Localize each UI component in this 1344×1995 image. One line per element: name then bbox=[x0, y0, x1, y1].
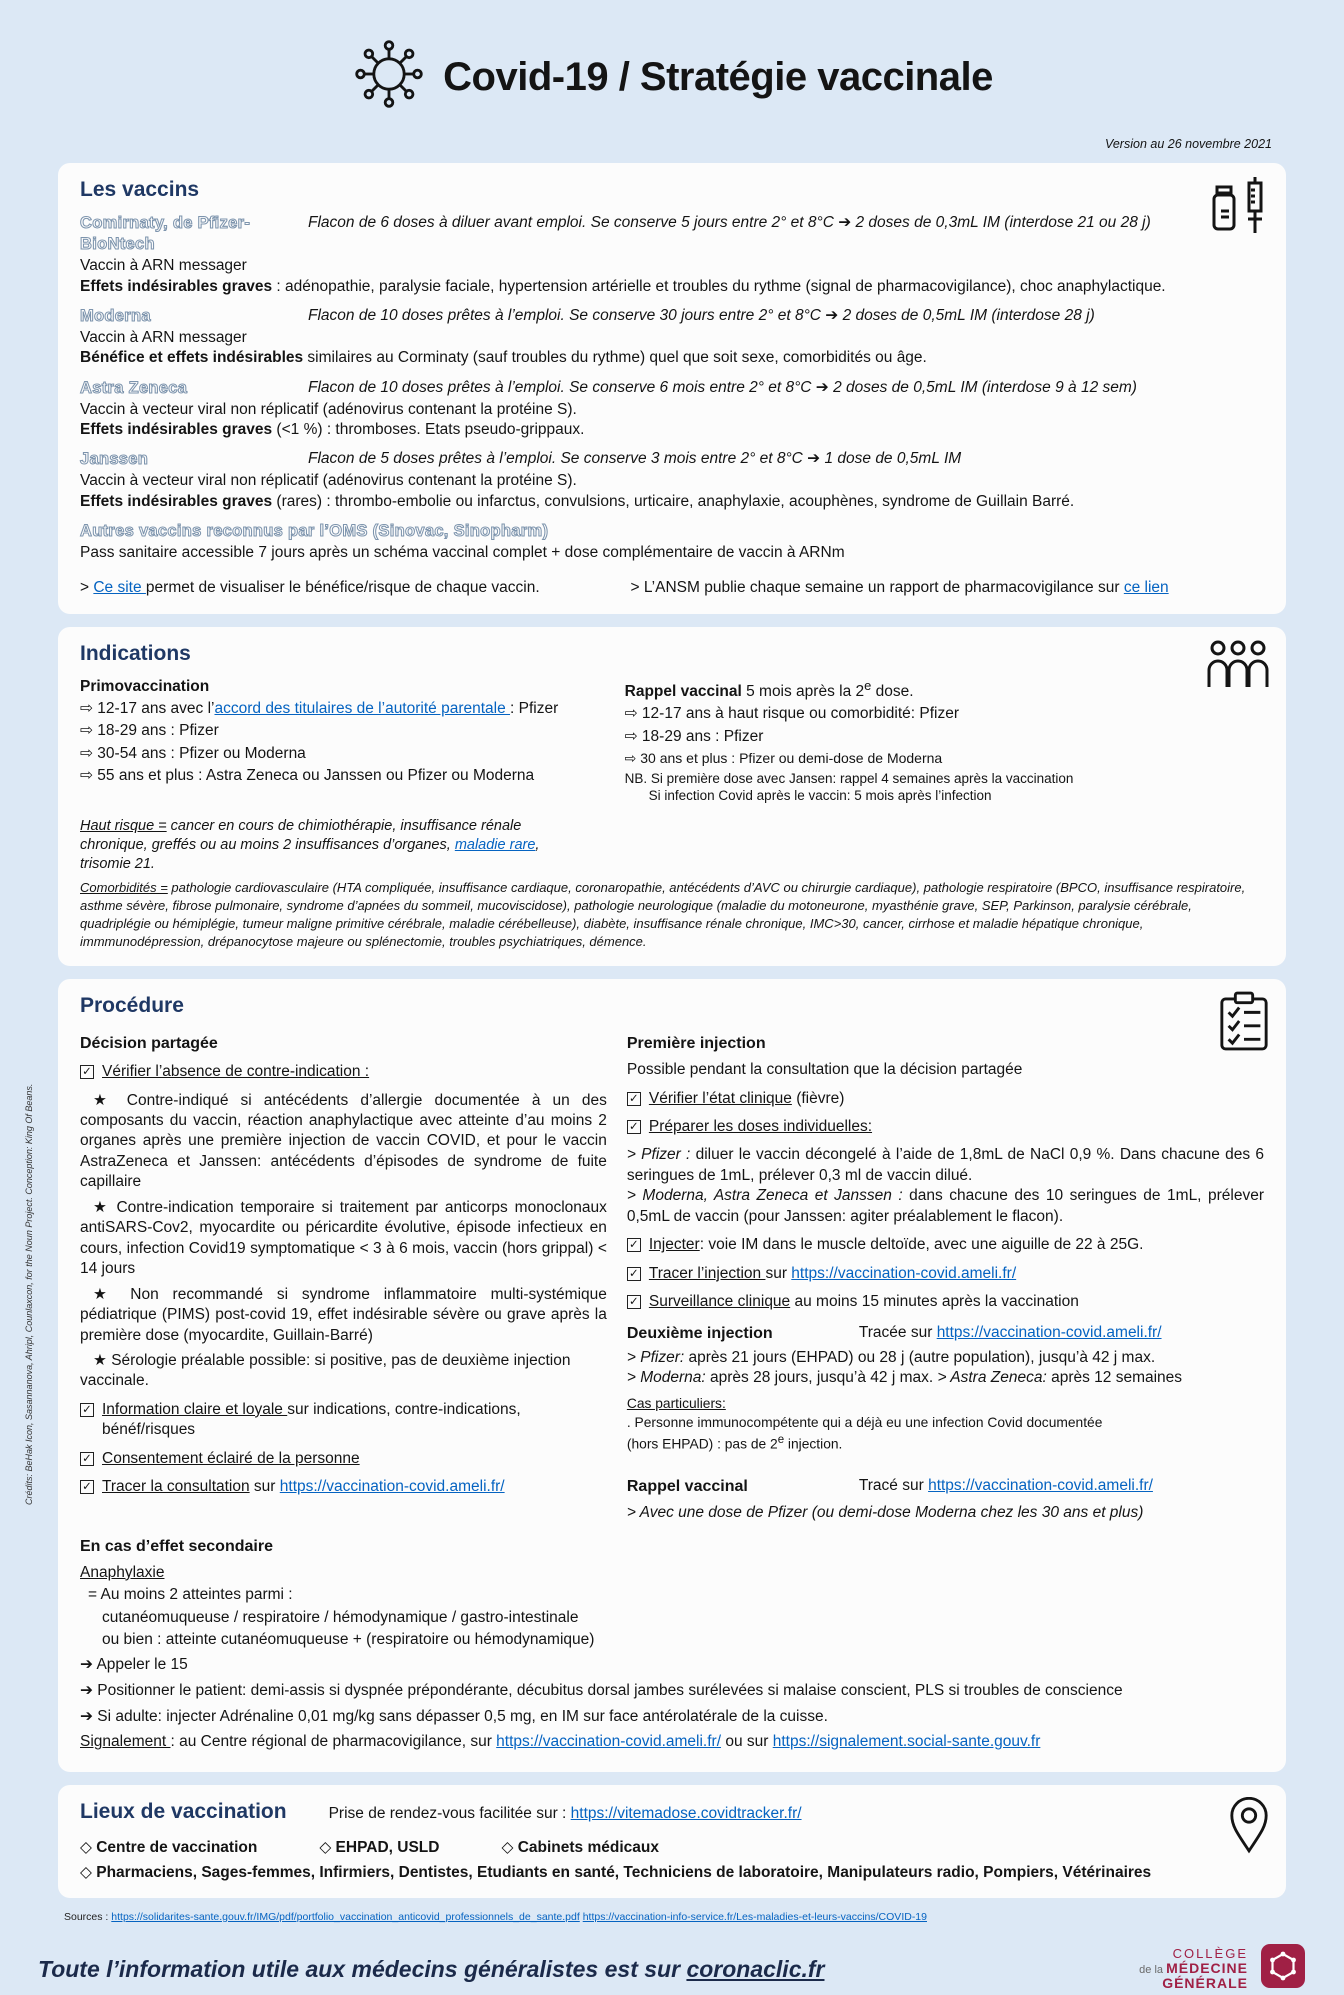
vaccine-entry-comirnaty bbox=[80, 213, 1264, 297]
anaphylaxie-title: Anaphylaxie bbox=[80, 1563, 165, 1581]
cmg-logo-icon bbox=[1260, 1943, 1306, 1995]
ameli-link[interactable]: https://vaccination-covid.ameli.fr/ bbox=[791, 1264, 1017, 1282]
ameli-link[interactable]: https://vaccination-covid.ameli.fr/ bbox=[496, 1732, 722, 1750]
version-label: Version au 26 novembre 2021 bbox=[1104, 137, 1272, 152]
rappel-nb-2: Si infection Covid après le vaccin: 5 mois après l’infection bbox=[648, 788, 992, 804]
ce-site-link[interactable]: Ce site bbox=[93, 579, 146, 597]
checkbox-icon bbox=[80, 1065, 94, 1079]
rappel-item-2: ⇨ 18-29 ans : Pfizer bbox=[625, 727, 1154, 747]
ameli-link[interactable]: https://vaccination-covid.ameli.fr/ bbox=[928, 1476, 1153, 1494]
rappel-nb-1: NB. Si première dose avec Jansen: rappel 4 semaines après la vaccination bbox=[624, 770, 1074, 786]
primo-item-4: ⇨ 55 ans et plus : Astra Zeneca ou Janssen ou Pfizer ou Moderna bbox=[80, 766, 625, 786]
vaccine-flacon: Flacon de 10 doses prêtes à l’emploi. Se conserve 6 mois entre 2° et 8°C ➔ 2 doses de 0,5mL IM (interdose 9 à 12 sem) bbox=[308, 378, 1137, 396]
vaccine-name: Comirnaty, de Pfizer-BioNtech bbox=[80, 213, 251, 254]
checkbox-icon bbox=[627, 1295, 641, 1309]
pfizer-dilution-paragraph: > Pfizer : diluer le vaccin décongelé à l’aide de 1,8mL de NaCl 0,9 %. Dans chacune des 6 seringues de 1mL, prélever 0,3 ml de vaccin dilué. bbox=[626, 1146, 1264, 1184]
rappel-title-line: Rappel vaccinal 5 mois après la 2e dose. bbox=[624, 677, 914, 700]
rappel-pfizer-line: > Avec une dose de Pfizer (ou demi-dose Moderna chez les 30 ans et plus) bbox=[626, 1503, 1144, 1521]
checkbox-icon bbox=[627, 1267, 641, 1281]
vitemadose-link[interactable]: https://vitemadose.covidtracker.fr/ bbox=[570, 1805, 802, 1823]
primovaccination-block bbox=[80, 677, 625, 806]
signalement-link[interactable]: https://signalement.social-sante.gouv.fr bbox=[772, 1732, 1041, 1750]
anaphylaxie-line-1: = Au moins 2 atteintes parmi : bbox=[88, 1586, 293, 1604]
vaccine-effects: Bénéfice et effets indésirables similaires au Corminaty (sauf troubles du rythme) quel que soit sexe, comorbidités ou âge. bbox=[80, 349, 927, 367]
place-centre: ◇ Centre de vaccination bbox=[80, 1838, 257, 1858]
virus-icon bbox=[351, 34, 427, 120]
deuxieme-injection-title: Deuxième injection bbox=[626, 1324, 773, 1342]
contre-indication-temporaire-paragraph: ★ Contre-indication temporaire si traitement par anticorps monoclonaux antiSARS-Cov2, myocardite ou péricardite évolutive, épisode infectieux en cours, infection Covid19 symptomatique < 3 à 6 mois, vaccin (hors grippal) < 14 jours bbox=[80, 1198, 607, 1280]
urgence-wide-block bbox=[80, 1681, 1264, 1752]
check-contre-indication: ✓ Vérifier l’absence de contre-indication : bbox=[80, 1062, 607, 1082]
tagline: Toute l’information utile aux médecins généralistes est sur coronaclic.fr bbox=[38, 1955, 825, 1982]
adrenaline-line: ➔ Si adulte: injecter Adrénaline 0,01 mg/kg sans dépasser 0,5 mg, en IM sur face antérolatérale de la cuisse. bbox=[80, 1707, 828, 1725]
decision-partagee-title: Décision partagée bbox=[80, 1034, 218, 1052]
vaccine-flacon: Flacon de 10 doses prêtes à l’emploi. Se conserve 30 jours entre 2° et 8°C ➔ 2 doses de 0,5mL IM (interdose 28 j) bbox=[308, 307, 1095, 325]
rappel-item-1: ⇨ 12-17 ans à haut risque ou comorbidité: Pfizer bbox=[625, 704, 1154, 724]
primovaccination-title: Primovaccination bbox=[80, 677, 210, 695]
check-tracer-consultation: ✓ Tracer la consultation sur https://vaccination-covid.ameli.fr/ bbox=[80, 1477, 607, 1497]
cas-particuliers-line-2: (hors EHPAD) : pas de 2e injection. bbox=[626, 1434, 843, 1452]
map-pin-icon bbox=[1228, 1797, 1270, 1861]
anaphylaxie-line-2: cutanéomuqueuse / respiratoire / hémodynamique / gastro-intestinale bbox=[102, 1608, 579, 1626]
premiere-injection-title: Première injection bbox=[626, 1034, 766, 1052]
non-recommande-paragraph: ★ Non recommandé si syndrome inflammatoire multi-systémique pédiatrique (PIMS) post-covid 19, effet indésirable sévère ou grave après la première dose (myocardite, Guillain-Barré) bbox=[80, 1285, 607, 1346]
cas-particuliers-line-1: . Personne immunocompétente qui a déjà eu une infection Covid documentée bbox=[626, 1414, 1103, 1430]
vaccine-type: Vaccin à ARN messager bbox=[80, 257, 247, 275]
primo-item-3: ⇨ 30-54 ans : Pfizer ou Moderna bbox=[80, 744, 625, 764]
serologie-paragraph: ★ Sérologie préalable possible: si positive, pas de deuxième injection vaccinale. bbox=[80, 1351, 607, 1392]
premiere-injection-subtitle: Possible pendant la consultation que la décision partagée bbox=[626, 1061, 1023, 1079]
check-etat-clinique: ✓ Vérifier l’état clinique (fièvre) bbox=[627, 1089, 1264, 1109]
section-title-les-vaccins: Les vaccins bbox=[80, 177, 200, 201]
section-title-lieux: Lieux de vaccination bbox=[80, 1800, 287, 1824]
vaccine-name: Janssen bbox=[80, 450, 149, 469]
contre-indique-paragraph: ★ Contre-indiqué si antécédents d’allergie documentée à un des composants du vaccin, réaction anaphylactique avec atteinte d’au moins 2 organes après une première injection de vaccin COVID, et pour le vaccin AstraZeneca et Janssen: antécédents d’épisodes de syndrome de fuite capillaire bbox=[80, 1091, 607, 1193]
rappel-vaccinal-row bbox=[627, 1476, 1264, 1497]
checkbox-icon bbox=[80, 1452, 94, 1466]
vaccine-effects: Effets indésirables graves (<1 %) : thromboses. Etats pseudo-grippaux. bbox=[80, 421, 585, 438]
comorbidites-paragraph: Comorbidités = pathologie cardiovasculaire (HTA compliquée, insuffisance cardiaque, coronaropathie, antécédents d’AVC ou chirurgie cardiaque), pathologie respiratoire (BPCO, insuffisance respiratoire, asthme sévère, fibrose pulmonaire, syndrome d’apnées du sommeil, mucoviscidose), pathologie neurologique (maladie du motoneurone, myasthénie grave, SEP, Parkinson, paralysie cérébrale, quadriplégie ou hémiplégie, tumeur maligne primitive cérébrale, maladie cérébelleuse), diabète, insuffisance rénale chronique, IMC>30, cancer, cirrhose et maladie hépatique chronique, immmunodépression, drépanocytose majeure ou splénectomie, troubles psychiatriques, démence. bbox=[80, 879, 1246, 950]
moderna-preparation-paragraph: > Moderna, Astra Zeneca et Janssen : dans chacune des 10 seringues de 1mL, prélever 0,5mL de vaccin (pour Janssen: agiter préalablement le flacon). bbox=[626, 1187, 1264, 1225]
check-consentement: ✓ Consentement éclairé de la personne bbox=[80, 1449, 607, 1469]
checkbox-icon bbox=[80, 1480, 94, 1494]
ansm-line: > L’ANSM publie chaque semaine un rapport de pharmacovigilance sur ce lien bbox=[630, 579, 1169, 597]
signalement-line: Signalement : au Centre régional de pharmacovigilance, sur https://vaccination-covid.ameli.fr/ ou sur https://signalement.social-sante.gouv.fr bbox=[80, 1732, 1041, 1750]
rappel-item-3: ⇨ 30 ans et plus : Pfizer ou demi-dose de Moderna bbox=[625, 749, 1154, 767]
vaccine-type: Vaccin à ARN messager bbox=[80, 328, 247, 346]
vaccine-effects: Effets indésirables graves : adénopathie, paralysie faciale, hypertension artérielle et troubles du rythme (signal de pharmacovigilance), choc anaphylactique. bbox=[80, 277, 1166, 295]
vaccine-name-autres: Autres vaccins reconnus par l’OMS (Sinovac, Sinopharm) bbox=[80, 522, 549, 541]
section-les-vaccins bbox=[58, 163, 1286, 614]
credits-vertical-text: Crédits: BeHak Icon, Sasannanova, Ahripl, Counlaxcon, for the Noun Project. Conception: King Of Beans. bbox=[24, 1083, 34, 1505]
vial-syringe-icon bbox=[1208, 175, 1270, 243]
vaccine-flacon: Flacon de 5 doses prêtes à l’emploi. Se conserve 3 mois entre 2° et 8°C ➔ 1 dose de 0,5mL IM bbox=[308, 450, 962, 468]
injection-column bbox=[627, 1029, 1264, 1675]
maladie-rare-link[interactable]: maladie rare bbox=[454, 837, 536, 854]
place-ehpad: ◇ EHPAD, USLD bbox=[319, 1838, 439, 1858]
checkbox-icon bbox=[627, 1120, 641, 1134]
vaccine-entry-moderna bbox=[80, 306, 1264, 369]
rappel-vaccinal-title: Rappel vaccinal bbox=[626, 1477, 748, 1495]
decision-partagee-column bbox=[80, 1029, 607, 1675]
checkbox-icon bbox=[80, 1403, 94, 1417]
check-tracer-injection: ✓ Tracer l’injection sur https://vaccination-covid.ameli.fr/ bbox=[627, 1264, 1264, 1284]
check-injecter: ✓ Injecter: voie IM dans le muscle deltoïde, avec une aiguille de 22 à 25G. bbox=[627, 1235, 1264, 1255]
vaccine-flacon: Flacon de 6 doses à diluer avant emploi. Se conserve 5 jours entre 2° et 8°C ➔ 2 doses de 0,3mL IM (interdose 21 ou 28 j) bbox=[308, 213, 1151, 231]
rdv-line: Prise de rendez-vous facilitée sur : https://vitemadose.covidtracker.fr/ bbox=[328, 1805, 802, 1823]
professionnels-line: ◇ Pharmaciens, Sages-femmes, Infirmiers, Dentistes, Etudiants en santé, Techniciens de laboratoire, Manipulateurs radio, Pompiers, Vétérinaires bbox=[80, 1863, 1264, 1883]
accord-parental-link[interactable]: accord des titulaires de l’autorité parentale bbox=[214, 699, 511, 717]
footer bbox=[0, 1925, 1344, 1995]
cmg-logo bbox=[1139, 1943, 1306, 1995]
primo-item-1: ⇨ 12-17 ans avec l’accord des titulaires de l’autorité parentale : Pfizer bbox=[80, 699, 625, 719]
section-lieux bbox=[58, 1785, 1286, 1898]
effet-secondaire-title: En cas d’effet secondaire bbox=[80, 1537, 273, 1555]
vaccine-name: Astra Zeneca bbox=[80, 378, 188, 397]
deuxieme-moderna-line: > Moderna: après 28 jours, jusqu’à 42 j max. > Astra Zeneca: après 12 semaines bbox=[626, 1369, 1183, 1387]
page-title: Covid-19 / Stratégie vaccinale bbox=[443, 54, 993, 99]
checkbox-icon bbox=[627, 1238, 641, 1252]
coronaclic-link[interactable]: coronaclic.fr bbox=[686, 1955, 825, 1982]
check-surveillance: ✓ Surveillance clinique au moins 15 minutes après la vaccination bbox=[627, 1292, 1264, 1312]
vaccine-entry-autres bbox=[80, 521, 1264, 563]
vaccine-type: Vaccin à vecteur viral non réplicatif (adénovirus contenant la protéine S). bbox=[80, 400, 577, 418]
benefice-risque-line: > Ce site permet de visualiser le bénéfice/risque de chaque vaccin. bbox=[80, 579, 540, 597]
deuxieme-injection-trace: Tracée sur https://vaccination-covid.ameli.fr/ bbox=[858, 1323, 1162, 1341]
vaccine-type: Vaccin à vecteur viral non réplicatif (adénovirus contenant la protéine S). bbox=[80, 472, 577, 490]
section-title-indications: Indications bbox=[80, 641, 191, 665]
positionner-line: ➔ Positionner le patient: demi-assis si dyspnée prépondérante, décubitus dorsal jambes surélevées si malaise conscient, PLS si troubles de conscience bbox=[80, 1682, 1123, 1700]
deuxieme-pfizer-line: > Pfizer: après 21 jours (EHPAD) ou 28 j (autre population), jusqu’à 42 j max. bbox=[626, 1348, 1156, 1366]
clipboard-checklist-icon bbox=[1218, 991, 1270, 1059]
source-link-2[interactable]: https://vaccination-info-service.fr/Les-maladies-et-leurs-vaccins/COVID-19 bbox=[582, 1911, 927, 1924]
vaccine-entry-janssen bbox=[80, 449, 1264, 512]
ameli-link[interactable]: https://vaccination-covid.ameli.fr/ bbox=[279, 1478, 505, 1496]
cmg-logo-text: COLLÈGE de la MÉDECINE GÉNÉRALE bbox=[1139, 1945, 1248, 1992]
places-row bbox=[80, 1838, 1264, 1858]
haut-risque-paragraph: Haut risque = cancer en cours de chimiothérapie, insuffisance rénale chronique, greffés ou au moins 2 insuffisances d’organes, maladie rare, trisomie 21. bbox=[80, 818, 540, 873]
ce-lien-link[interactable]: ce lien bbox=[1123, 579, 1169, 597]
place-cabinets: ◇ Cabinets médicaux bbox=[501, 1838, 659, 1858]
cas-particuliers-title: Cas particuliers: bbox=[626, 1395, 726, 1411]
people-group-icon bbox=[1206, 639, 1270, 695]
ameli-link[interactable]: https://vaccination-covid.ameli.fr/ bbox=[936, 1323, 1162, 1341]
deuxieme-injection-row bbox=[627, 1323, 1264, 1344]
check-information: ✓ Information claire et loyale sur indications, contre-indications, bénéf/risques bbox=[80, 1400, 607, 1441]
vaccins-links-row bbox=[80, 578, 1264, 598]
rappel-vaccinal-trace: Tracé sur https://vaccination-covid.ameli.fr/ bbox=[858, 1476, 1153, 1494]
header bbox=[0, 0, 1344, 153]
section-indications bbox=[58, 627, 1286, 966]
vaccine-entry-astrazeneca bbox=[80, 378, 1264, 441]
source-link-1[interactable]: https://solidarites-sante.gouv.fr/IMG/pdf/portfolio_vaccination_anticovid_professionnels_de_sante.pdf bbox=[111, 1911, 580, 1924]
section-title-procedure: Procédure bbox=[80, 994, 184, 1018]
rappel-vaccinal-block bbox=[625, 677, 1264, 806]
autres-text: Pass sanitaire accessible 7 jours après un schéma vaccinal complet + dose complémentaire de vaccin à ARNm bbox=[80, 543, 845, 561]
vaccine-effects: Effets indésirables graves (rares) : thrombo-embolie ou infarctus, convulsions, urticaire, anaphylaxie, acouphènes, syndrome de Guillain Barré. bbox=[80, 492, 1075, 510]
checkbox-icon bbox=[627, 1092, 641, 1106]
check-preparer-doses: ✓ Préparer les doses individuelles: bbox=[627, 1117, 1264, 1137]
sources-line: Sources : https://solidarites-sante.gouv.fr/IMG/pdf/portfolio_vaccination_anticovid_professionnels_de_sante.pdf https://vaccination-info-service.fr/Les-maladies-et-leurs-vaccins/COVID-19 bbox=[64, 1911, 927, 1924]
anaphylaxie-line-3: ou bien : atteinte cutanéomuqueuse + (respiratoire ou hémodynamique) bbox=[102, 1631, 595, 1649]
appeler-15-line: ➔ Appeler le 15 bbox=[80, 1655, 188, 1673]
primo-item-2: ⇨ 18-29 ans : Pfizer bbox=[80, 721, 625, 741]
section-procedure bbox=[58, 979, 1286, 1772]
vaccine-name: Moderna bbox=[80, 307, 151, 326]
